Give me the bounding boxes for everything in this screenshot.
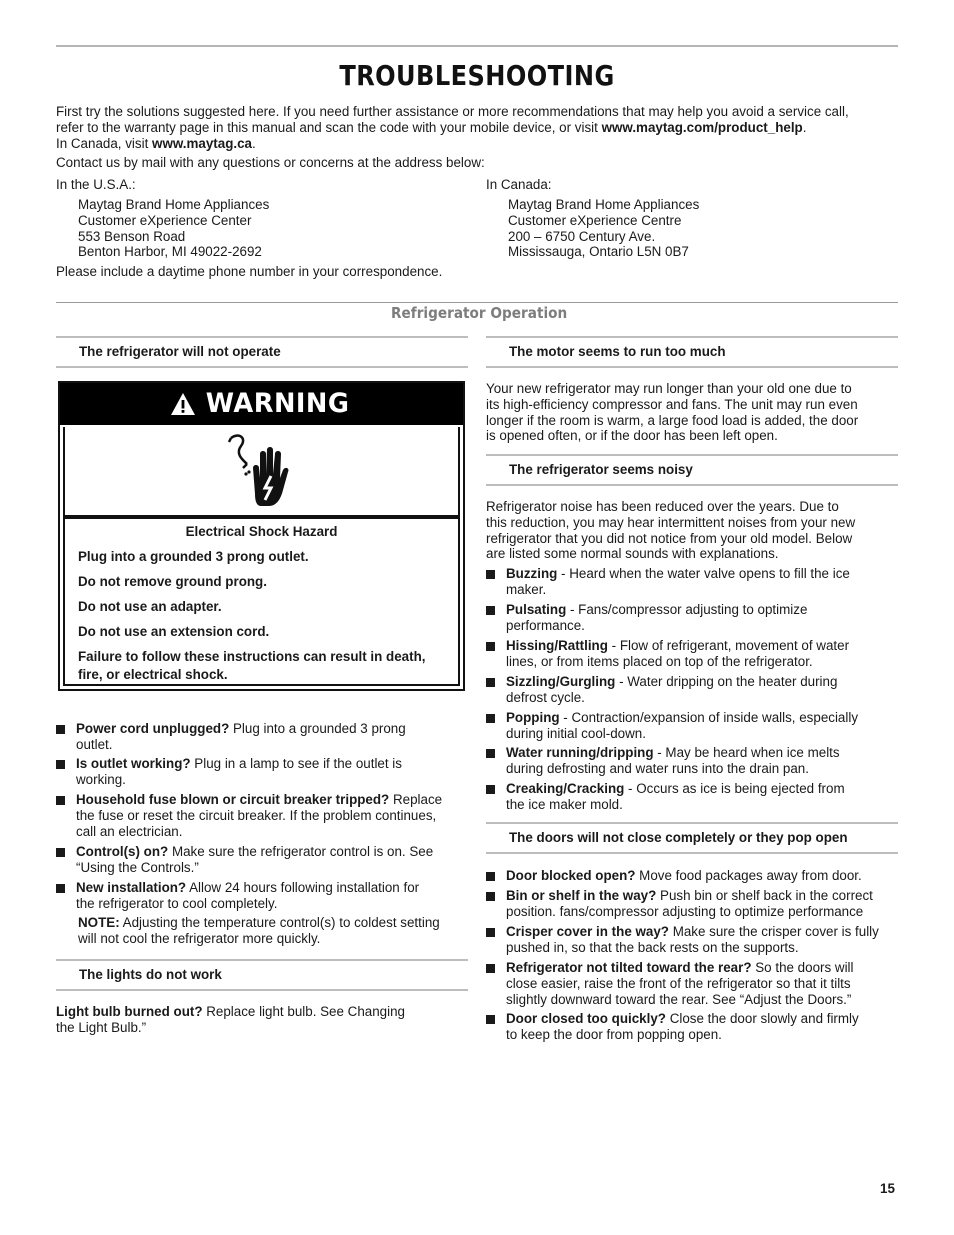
list-item-desc: Plug into a grounded 3 prong <box>229 721 406 736</box>
list-item-desc: to keep the door from popping open. <box>506 1026 722 1042</box>
paragraph-line: are listed some normal sounds with explanations. <box>486 546 779 562</box>
address-line: Maytag Brand Home Appliances <box>508 197 700 212</box>
list-item-title: Crisper cover in the way? <box>506 924 669 939</box>
list-item-desc: position. fans/compressor adjusting to optimize performance <box>506 903 864 919</box>
product-help-link[interactable]: www.maytag.com/product_help <box>601 119 803 135</box>
list-item-desc: Make sure the crisper cover is fully <box>668 924 879 939</box>
usa-label: In the U.S.A.: <box>56 177 136 192</box>
list-item-desc: defrost cycle. <box>506 689 585 705</box>
intro-text-part: refer to the warranty page in this manual and scan the code with your mobile device, or visit <box>56 119 602 135</box>
list-item-desc: Move food packages away from door. <box>635 868 862 883</box>
intro-line-2 <box>56 120 906 136</box>
list-item-desc: call an electrician. <box>76 823 183 839</box>
list-item-text <box>76 792 442 839</box>
canada-label: In Canada: <box>486 177 552 192</box>
list-item-text <box>506 868 862 884</box>
list-item-title: Refrigerator not tilted toward the rear? <box>506 960 752 975</box>
list-item-text <box>506 745 840 777</box>
list-item-desc: lines, or from items placed on top of the refrigerator. <box>506 653 813 669</box>
subheading-label: The refrigerator will not operate <box>79 344 281 359</box>
list-item-text <box>506 924 879 956</box>
list-item-text <box>506 602 807 634</box>
top-rule <box>56 45 898 47</box>
warning-failure-line: Failure to follow these instructions can result in death, <box>78 649 426 664</box>
list-item-title: Is outlet working? <box>76 756 191 771</box>
light-bulb-title: Light bulb burned out? <box>56 1004 203 1019</box>
bullet-square-icon <box>56 760 65 769</box>
subheading-noisy <box>486 454 898 486</box>
list-item-text <box>506 960 854 1007</box>
subheading-lights <box>56 959 468 991</box>
list-item-desc: - Water dripping on the heater during <box>615 674 838 689</box>
address-line: Customer eXperience Center <box>78 212 252 228</box>
bullet-square-icon <box>56 884 65 893</box>
contact-line: Contact us by mail with any questions or concerns at the address below: <box>56 155 485 170</box>
bullet-square-icon <box>486 892 495 901</box>
page-title: TROUBLESHOOTING <box>339 59 615 92</box>
note-text <box>78 915 478 947</box>
hazard-title: Electrical Shock Hazard <box>185 524 338 539</box>
list-item-desc: “Using the Controls.” <box>76 859 199 875</box>
list-item-desc: during defrosting and water runs into the drain pan. <box>506 760 809 776</box>
list-item-text <box>506 1011 859 1043</box>
warning-line: Do not use an extension cord. <box>78 624 270 639</box>
list-item-desc: the fuse or reset the circuit breaker. If the problem continues, <box>76 807 437 823</box>
address-line: 553 Benson Road <box>78 228 186 244</box>
list-item-title: Household fuse blown or circuit breaker tripped? <box>76 792 390 807</box>
paragraph-line: refrigerator that you did not notice from your old model. Below <box>486 530 853 546</box>
warning-line: Do not use an adapter. <box>78 599 222 614</box>
intro-line-1: First try the solutions suggested here. If you need further assistance or more recommendations that may help you avoid a service call, <box>56 104 849 119</box>
electric-shock-hand-icon <box>225 432 295 512</box>
list-item-title: Hissing/Rattling <box>506 638 608 653</box>
list-item-title: Bin or shelf in the way? <box>506 888 657 903</box>
list-item-desc: - Flow of refrigerant, movement of water <box>607 638 850 653</box>
list-item-desc: - Heard when the water valve opens to fill the ice <box>557 566 850 581</box>
note-label: NOTE: <box>78 915 120 930</box>
list-item-desc: Close the door slowly and firmly <box>665 1011 859 1026</box>
list-item-desc: - May be heard when ice melts <box>653 745 840 760</box>
bullet-square-icon <box>486 785 495 794</box>
intro-line-3 <box>56 136 906 152</box>
list-item-title: Buzzing <box>506 566 558 581</box>
list-item-desc: maker. <box>506 581 547 597</box>
section-title: Refrigerator Operation <box>391 304 568 322</box>
warning-label: WARNING <box>205 388 350 420</box>
page-number: 15 <box>880 1181 895 1196</box>
list-item-desc: close easier, raise the front of the refrigerator so that it tilts <box>506 975 851 991</box>
note-desc: will not cool the refrigerator more quickly. <box>78 930 321 946</box>
list-item-text <box>76 756 402 788</box>
note-desc: Adjusting the temperature control(s) to coldest setting <box>119 915 440 930</box>
list-item-title: Control(s) on? <box>76 844 169 859</box>
address-line: Maytag Brand Home Appliances <box>78 197 270 212</box>
warning-line: Plug into a grounded 3 prong outlet. <box>78 549 309 564</box>
subheading-label: The refrigerator seems noisy <box>509 462 693 477</box>
list-item-desc: during initial cool-down. <box>506 725 646 741</box>
list-item-title: Door closed too quickly? <box>506 1011 666 1026</box>
subheading-motor <box>486 336 898 368</box>
subheading-label: The motor seems to run too much <box>509 344 726 359</box>
warning-body <box>63 517 460 686</box>
list-item-text <box>76 880 419 912</box>
list-item-desc: pushed in, so that the back rests on the supports. <box>506 939 799 955</box>
paragraph-line: Refrigerator noise has been reduced over the years. Due to <box>486 499 839 514</box>
bullet-square-icon <box>486 964 495 973</box>
light-bulb-desc: Replace light bulb. See Changing <box>202 1004 406 1019</box>
list-item-desc: - Occurs as ice is being ejected from <box>624 781 845 796</box>
list-item-desc: - Fans/compressor adjusting to optimize <box>566 602 808 617</box>
bullet-square-icon <box>56 848 65 857</box>
list-item-text <box>506 674 837 706</box>
list-item-desc: performance. <box>506 617 585 633</box>
list-item-desc: working. <box>76 771 126 787</box>
warning-triangle-icon <box>170 392 196 416</box>
list-item-title: Creaking/Cracking <box>506 781 625 796</box>
list-item-title: Door blocked open? <box>506 868 636 883</box>
paragraph-line: this reduction, you may hear intermittent noises from your new <box>486 514 856 530</box>
intro-text-part: In Canada, visit <box>56 135 153 151</box>
light-bulb-text <box>56 1004 468 1036</box>
bullet-square-icon <box>56 725 65 734</box>
list-item-desc: Replace <box>389 792 443 807</box>
bullet-square-icon <box>486 928 495 937</box>
list-item-desc: - Contraction/expansion of inside walls, especially <box>559 710 859 725</box>
subheading-label: The lights do not work <box>79 967 222 982</box>
phone-note: Please include a daytime phone number in your correspondence. <box>56 264 443 279</box>
list-item-desc: slightly downward toward the rear. See “Adjust the Doors.” <box>506 991 852 1007</box>
list-item-text <box>506 781 845 813</box>
paragraph-line: Your new refrigerator may run longer than your old one due to <box>486 381 852 396</box>
bullet-square-icon <box>486 642 495 651</box>
list-item-title: Pulsating <box>506 602 567 617</box>
list-item-desc: the refrigerator to cool completely. <box>76 895 278 911</box>
intro-text-part: . <box>802 119 807 135</box>
noisy-paragraph <box>486 499 898 562</box>
list-item-text <box>506 566 850 598</box>
list-item-desc: outlet. <box>76 736 113 752</box>
subheading-label: The doors will not close completely or they pop open <box>509 830 848 845</box>
canada-address <box>508 197 699 260</box>
warning-box <box>58 381 465 691</box>
list-item-title: Power cord unplugged? <box>76 721 230 736</box>
list-item-title: Sizzling/Gurgling <box>506 674 616 689</box>
warning-header <box>60 383 463 425</box>
list-item-text <box>506 888 873 920</box>
list-item-text <box>76 844 433 876</box>
warning-line: Do not remove ground prong. <box>78 574 267 589</box>
address-line: Customer eXperience Centre <box>508 212 682 228</box>
address-line: 200 – 6750 Century Ave. <box>508 228 656 244</box>
usa-address <box>78 197 269 260</box>
address-line: Mississauga, Ontario L5N 0B7 <box>508 244 689 260</box>
list-item-text <box>76 721 406 753</box>
warning-failure-line: fire, or electrical shock. <box>78 666 228 682</box>
list-item-text <box>506 638 849 670</box>
list-item-desc: the ice maker mold. <box>506 796 623 812</box>
motor-paragraph <box>486 381 898 444</box>
subheading-doors <box>486 822 898 854</box>
bullet-square-icon <box>486 678 495 687</box>
bullet-square-icon <box>486 570 495 579</box>
warning-failure <box>78 649 448 683</box>
list-item-desc: So the doors will <box>751 960 854 975</box>
paragraph-line: its high-efficiency compressor and fans. The unit may run even <box>486 396 858 412</box>
paragraph-line: longer if the room is warm, a large food load is added, the door <box>486 412 859 428</box>
list-item-title: New installation? <box>76 880 187 895</box>
list-item-text <box>506 710 858 742</box>
intro-text-part: . <box>252 135 256 151</box>
list-item-desc: Push bin or shelf back in the correct <box>656 888 873 903</box>
paragraph-line: is opened often, or if the door has been left open. <box>486 428 778 444</box>
list-item-desc: Allow 24 hours following installation for <box>186 880 420 895</box>
bullet-square-icon <box>56 796 65 805</box>
list-item-title: Popping <box>506 710 560 725</box>
address-line: Benton Harbor, MI 49022-2692 <box>78 244 262 260</box>
bullet-square-icon <box>486 872 495 881</box>
list-item-desc: Plug in a lamp to see if the outlet is <box>190 756 402 771</box>
bullet-square-icon <box>486 714 495 723</box>
warning-pictogram <box>63 427 460 517</box>
light-bulb-desc: the Light Bulb.” <box>56 1019 147 1035</box>
bullet-square-icon <box>486 606 495 615</box>
section-rule <box>56 302 898 303</box>
list-item-desc: Make sure the refrigerator control is on. See <box>168 844 434 859</box>
canada-link[interactable]: www.maytag.ca <box>152 135 253 151</box>
list-item-title: Water running/dripping <box>506 745 654 760</box>
intro-text <box>56 104 906 151</box>
bullet-square-icon <box>486 749 495 758</box>
bullet-square-icon <box>486 1015 495 1024</box>
subheading-will-not-operate <box>56 336 468 368</box>
